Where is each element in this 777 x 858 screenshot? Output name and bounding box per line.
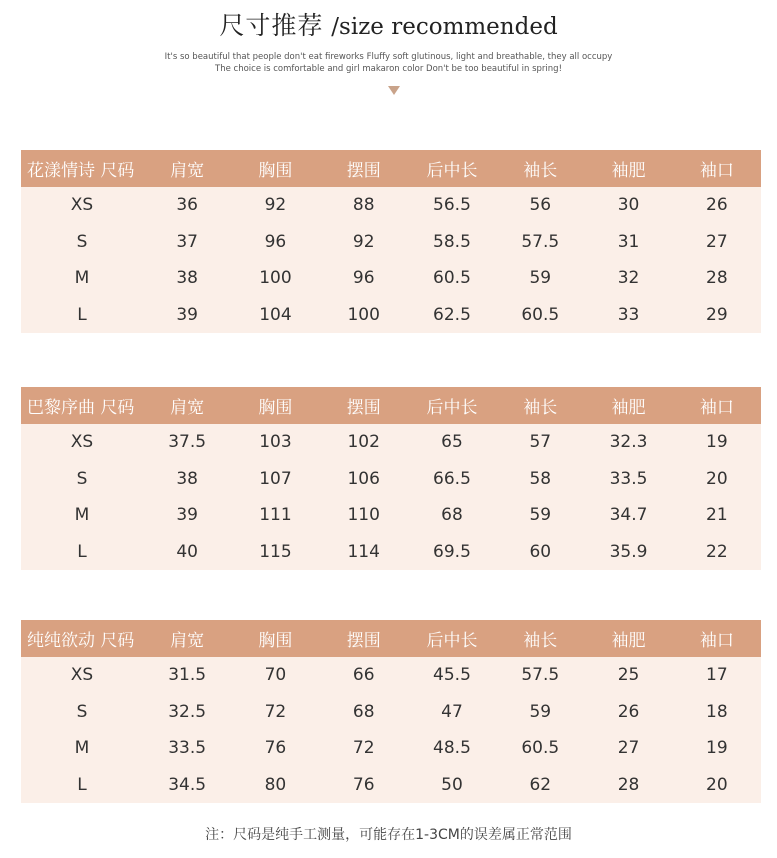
table-cell: 18 <box>673 694 761 731</box>
column-header: 袖长 <box>496 620 584 657</box>
table-cell: 72 <box>231 694 319 731</box>
table-row <box>21 297 761 333</box>
table-cell: 47 <box>408 694 496 731</box>
column-header: 袖肥 <box>584 620 672 657</box>
table-row <box>21 497 761 534</box>
table-cell: 56 <box>496 187 584 224</box>
table-cell: 33 <box>584 297 672 333</box>
table-cell: 38 <box>143 461 231 498</box>
size-table-1 <box>21 150 761 333</box>
table-cell: 48.5 <box>408 730 496 767</box>
table-cell: 76 <box>320 767 408 803</box>
table-cell: 21 <box>673 497 761 534</box>
table-cell: 57 <box>496 424 584 461</box>
table-cell: 96 <box>231 224 319 261</box>
table-cell: 36 <box>143 187 231 224</box>
table-cell: 111 <box>231 497 319 534</box>
table-cell: 66.5 <box>408 461 496 498</box>
table-cell: 17 <box>673 657 761 694</box>
table-cell: 58 <box>496 461 584 498</box>
page-header <box>0 0 777 100</box>
table-cell: 56.5 <box>408 187 496 224</box>
table-cell: 80 <box>231 767 319 803</box>
table-cell: 66 <box>320 657 408 694</box>
size-table-3 <box>21 620 761 803</box>
table-row <box>21 730 761 767</box>
size-label: L <box>21 767 143 803</box>
table-cell: 20 <box>673 461 761 498</box>
table-header-row <box>21 387 761 424</box>
table-cell: 69.5 <box>408 534 496 570</box>
table-cell: 106 <box>320 461 408 498</box>
column-header: 肩宽 <box>143 387 231 424</box>
table-row <box>21 694 761 731</box>
column-header: 袖肥 <box>584 387 672 424</box>
table-cell: 60.5 <box>496 297 584 333</box>
table-cell: 25 <box>584 657 672 694</box>
table-cell: 58.5 <box>408 224 496 261</box>
column-header: 袖长 <box>496 387 584 424</box>
table-row <box>21 187 761 224</box>
table-cell: 32.5 <box>143 694 231 731</box>
table-cell: 40 <box>143 534 231 570</box>
size-label: M <box>21 730 143 767</box>
table-cell: 30 <box>584 187 672 224</box>
table-cell: 88 <box>320 187 408 224</box>
table-cell: 20 <box>673 767 761 803</box>
table-cell: 37.5 <box>143 424 231 461</box>
table-cell: 33.5 <box>143 730 231 767</box>
table-cell: 100 <box>320 297 408 333</box>
table-cell: 28 <box>673 260 761 297</box>
table-cell: 107 <box>231 461 319 498</box>
table-cell: 59 <box>496 497 584 534</box>
table-row <box>21 260 761 297</box>
table-cell: 28 <box>584 767 672 803</box>
column-header: 胸围 <box>231 620 319 657</box>
table-cell: 102 <box>320 424 408 461</box>
table-cell: 19 <box>673 424 761 461</box>
table-cell: 45.5 <box>408 657 496 694</box>
table-cell: 39 <box>143 297 231 333</box>
table-cell: 92 <box>320 224 408 261</box>
size-table-2 <box>21 387 761 570</box>
table-cell: 100 <box>231 260 319 297</box>
table-name: 巴黎序曲 尺码 <box>21 387 143 424</box>
table-cell: 68 <box>408 497 496 534</box>
column-header: 后中长 <box>408 620 496 657</box>
table-cell: 110 <box>320 497 408 534</box>
table-cell: 38 <box>143 260 231 297</box>
table-cell: 72 <box>320 730 408 767</box>
table-cell: 60.5 <box>408 260 496 297</box>
table-cell: 34.7 <box>584 497 672 534</box>
column-header: 后中长 <box>408 150 496 187</box>
column-header: 肩宽 <box>143 620 231 657</box>
column-header: 后中长 <box>408 387 496 424</box>
table-cell: 114 <box>320 534 408 570</box>
table-row <box>21 767 761 803</box>
table-cell: 115 <box>231 534 319 570</box>
column-header: 摆围 <box>320 150 408 187</box>
title-english: /size recommended <box>331 14 558 40</box>
table-row <box>21 657 761 694</box>
size-label: XS <box>21 424 143 461</box>
table-cell: 32.3 <box>584 424 672 461</box>
page-title <box>0 6 777 42</box>
size-label: S <box>21 461 143 498</box>
table-cell: 70 <box>231 657 319 694</box>
size-label: S <box>21 694 143 731</box>
table-cell: 27 <box>673 224 761 261</box>
table-cell: 35.9 <box>584 534 672 570</box>
size-label: M <box>21 497 143 534</box>
triangle-down-icon <box>388 86 400 95</box>
table-cell: 59 <box>496 694 584 731</box>
table-row <box>21 534 761 570</box>
size-label: XS <box>21 657 143 694</box>
column-header: 摆围 <box>320 387 408 424</box>
table-cell: 62.5 <box>408 297 496 333</box>
table-cell: 92 <box>231 187 319 224</box>
table-header-row <box>21 150 761 187</box>
table-cell: 57.5 <box>496 657 584 694</box>
table-name: 花漾情诗 尺码 <box>21 150 143 187</box>
column-header: 袖口 <box>673 150 761 187</box>
table-cell: 37 <box>143 224 231 261</box>
measurement-note: 注：尺码是纯手工测量，可能存在1-3CM的误差属正常范围 <box>205 827 572 843</box>
table-cell: 31.5 <box>143 657 231 694</box>
subtitle-line-2: The choice is comfortable and girl makaron color Don't be too beautiful in spring! <box>215 64 562 74</box>
table-header-row <box>21 620 761 657</box>
table-cell: 60.5 <box>496 730 584 767</box>
size-label: S <box>21 224 143 261</box>
column-header: 袖肥 <box>584 150 672 187</box>
subtitle-line-1: It's so beautiful that people don't eat fireworks Fluffy soft glutinous, light and breathable, they all occupy <box>164 52 613 62</box>
table-row <box>21 424 761 461</box>
column-header: 袖口 <box>673 620 761 657</box>
table-cell: 65 <box>408 424 496 461</box>
table-cell: 59 <box>496 260 584 297</box>
column-header: 摆围 <box>320 620 408 657</box>
table-cell: 50 <box>408 767 496 803</box>
table-cell: 29 <box>673 297 761 333</box>
size-label: M <box>21 260 143 297</box>
size-label: XS <box>21 187 143 224</box>
table-row <box>21 461 761 498</box>
table-cell: 57.5 <box>496 224 584 261</box>
table-cell: 60 <box>496 534 584 570</box>
table-cell: 103 <box>231 424 319 461</box>
column-header: 胸围 <box>231 387 319 424</box>
table-cell: 33.5 <box>584 461 672 498</box>
table-cell: 39 <box>143 497 231 534</box>
column-header: 肩宽 <box>143 150 231 187</box>
title-chinese: 尺寸推荐 <box>219 11 324 40</box>
table-cell: 76 <box>231 730 319 767</box>
table-row <box>21 224 761 261</box>
table-cell: 19 <box>673 730 761 767</box>
table-cell: 31 <box>584 224 672 261</box>
table-cell: 27 <box>584 730 672 767</box>
column-header: 胸围 <box>231 150 319 187</box>
table-cell: 26 <box>584 694 672 731</box>
table-name: 纯纯欲动 尺码 <box>21 620 143 657</box>
table-cell: 68 <box>320 694 408 731</box>
table-cell: 104 <box>231 297 319 333</box>
table-cell: 22 <box>673 534 761 570</box>
column-header: 袖长 <box>496 150 584 187</box>
size-label: L <box>21 297 143 333</box>
table-cell: 32 <box>584 260 672 297</box>
column-header: 袖口 <box>673 387 761 424</box>
table-cell: 26 <box>673 187 761 224</box>
table-cell: 96 <box>320 260 408 297</box>
table-cell: 62 <box>496 767 584 803</box>
table-cell: 34.5 <box>143 767 231 803</box>
size-label: L <box>21 534 143 570</box>
